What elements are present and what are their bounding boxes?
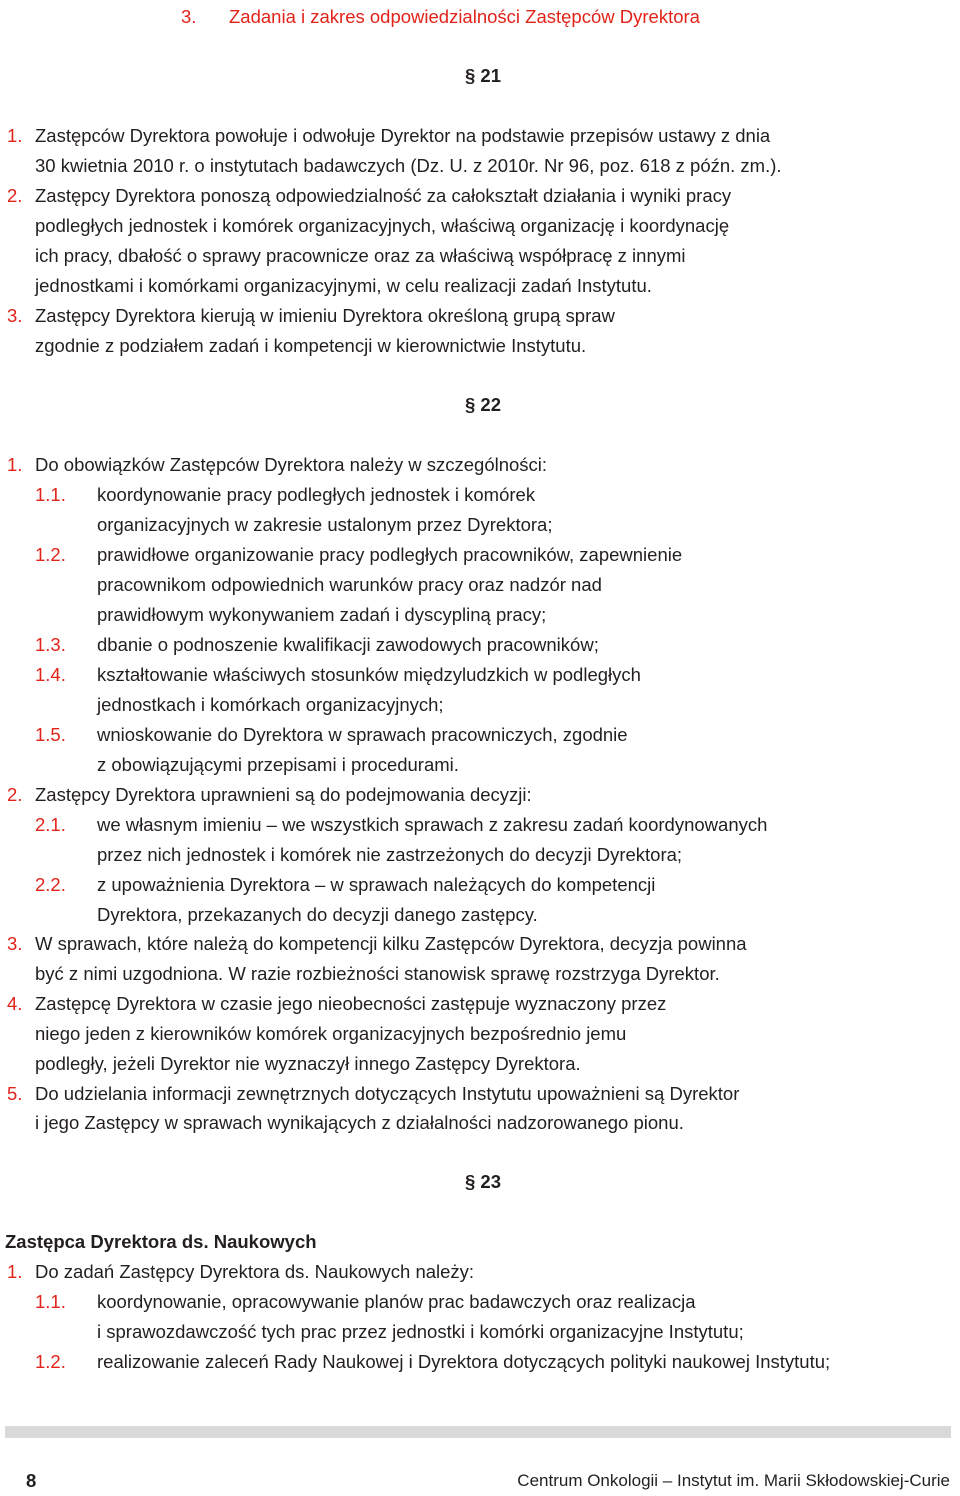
text-line: kształtowanie właściwych stosunków międzyludzkich w podległych [97,664,641,685]
text-line: wnioskowanie do Dyrektora w sprawach pracowniczych, zgodnie [97,724,628,745]
section-number: 3. [181,6,197,27]
sublist-number: 1.1. [35,1291,66,1312]
text-line: Zastępcę Dyrektora w czasie jego nieobecności zastępuje wyznaczony przez [35,993,667,1014]
paragraph-heading-21: § 21 [464,65,501,86]
text-line: Do udzielania informacji zewnętrznych dotyczących Instytutu upoważnieni są Dyrektor [35,1083,740,1104]
text-line: i jego Zastępcy w sprawach wynikających z działalności nadzorowanego pionu. [35,1112,684,1133]
sublist-number: 1.2. [35,544,66,565]
paragraph-heading-22: § 22 [464,394,501,415]
text-line: we własnym imieniu – we wszystkich sprawach z zakresu zadań koordynowanych [97,814,768,835]
text-line: podległych jednostek i komórek organizacyjnych, właściwą organizację i koordynację [35,215,730,236]
list-number: 4. [7,993,23,1014]
footer-rule [5,1426,951,1438]
text-line: ich pracy, dbałość o sprawy pracownicze oraz za właściwą współpracę z innymi [35,245,686,266]
list-number: 1. [7,125,23,146]
text-line: prawidłowe organizowanie pracy podległych pracowników, zapewnienie [97,544,683,565]
sublist-number: 1.5. [35,724,66,745]
text-line: pracownikom odpowiednich warunków pracy oraz nadzór nad [97,574,602,595]
sublist-number: 1.2. [35,1351,66,1372]
text-line: Do zadań Zastępcy Dyrektora ds. Naukowych należy: [35,1261,475,1282]
text-line: prawidłowym wykonywaniem zadań i dyscypliną pracy; [97,604,547,625]
text-line: zgodnie z podziałem zadań i kompetencji w kierownictwie Instytutu. [35,335,587,356]
list-number: 1. [7,454,23,475]
subsection-title: Zastępca Dyrektora ds. Naukowych [5,1231,317,1252]
text-line: z upoważnienia Dyrektora – w sprawach należących do kompetencji [97,874,656,895]
text-line: Zastępcy Dyrektora ponoszą odpowiedzialność za całokształt działania i wyniki pracy [35,185,732,206]
list-number: 1. [7,1261,23,1282]
list-number: 5. [7,1083,23,1104]
text-line: podległy, jeżeli Dyrektor nie wyznaczył innego Zastępcy Dyrektora. [35,1053,581,1074]
text-line: Zastępców Dyrektora powołuje i odwołuje Dyrektor na podstawie przepisów ustawy z dnia [35,125,771,146]
text-line: dbanie o podnoszenie kwalifikacji zawodowych pracowników; [97,634,599,655]
text-line: Do obowiązków Zastępców Dyrektora należy w szczególności: [35,454,548,475]
text-line: koordynowanie pracy podległych jednostek i komórek [97,484,536,505]
list-number: 3. [7,305,23,326]
paragraph-heading-23: § 23 [464,1171,501,1192]
page-number: 8 [26,1470,37,1491]
text-line: koordynowanie, opracowywanie planów prac badawczych oraz realizacja [97,1291,696,1312]
text-line: niego jeden z kierowników komórek organizacyjnych bezpośrednio jemu [35,1023,627,1044]
text-line: z obowiązującymi przepisami i procedurami. [97,754,459,775]
text-line: Zastępcy Dyrektora uprawnieni są do podejmowania decyzji: [35,784,532,805]
text-line: organizacyjnych w zakresie ustalonym przez Dyrektora; [97,514,553,535]
sublist-number: 1.4. [35,664,66,685]
text-line: jednostkach i komórkach organizacyjnych; [97,694,444,715]
text-line: jednostkami i komórkami organizacyjnymi, w celu realizacji zadań Instytutu. [35,275,652,296]
sublist-number: 2.2. [35,874,66,895]
list-number: 3. [7,933,23,954]
section-title: Zadania i zakres odpowiedzialności Zastępców Dyrektora [229,6,700,27]
list-number: 2. [7,185,23,206]
text-line: W sprawach, które należą do kompetencji kilku Zastępców Dyrektora, decyzja powinna [35,933,747,954]
footer-organization: Centrum Onkologii – Instytut im. Marii Skłodowskiej-Curie [517,1471,950,1490]
sublist-number: 1.3. [35,634,66,655]
list-number: 2. [7,784,23,805]
text-line: realizowanie zaleceń Rady Naukowej i Dyrektora dotyczących polityki naukowej Instytutu; [97,1351,831,1372]
text-line: Zastępcy Dyrektora kierują w imieniu Dyrektora określoną grupą spraw [35,305,615,326]
text-line: 30 kwietnia 2010 r. o instytutach badawczych (Dz. U. z 2010r. Nr 96, poz. 618 z późn. zm.). [35,155,782,176]
text-line: być z nimi uzgodniona. W razie rozbieżności stanowisk sprawę rozstrzyga Dyrektor. [35,963,720,984]
sublist-number: 2.1. [35,814,66,835]
text-line: przez nich jednostek i komórek nie zastrzeżonych do decyzji Dyrektora; [97,844,683,865]
sublist-number: 1.1. [35,484,66,505]
text-line: i sprawozdawczość tych prac przez jednostki i komórki organizacyjne Instytutu; [97,1321,744,1342]
text-line: Dyrektora, przekazanych do decyzji danego zastępcy. [97,904,538,925]
